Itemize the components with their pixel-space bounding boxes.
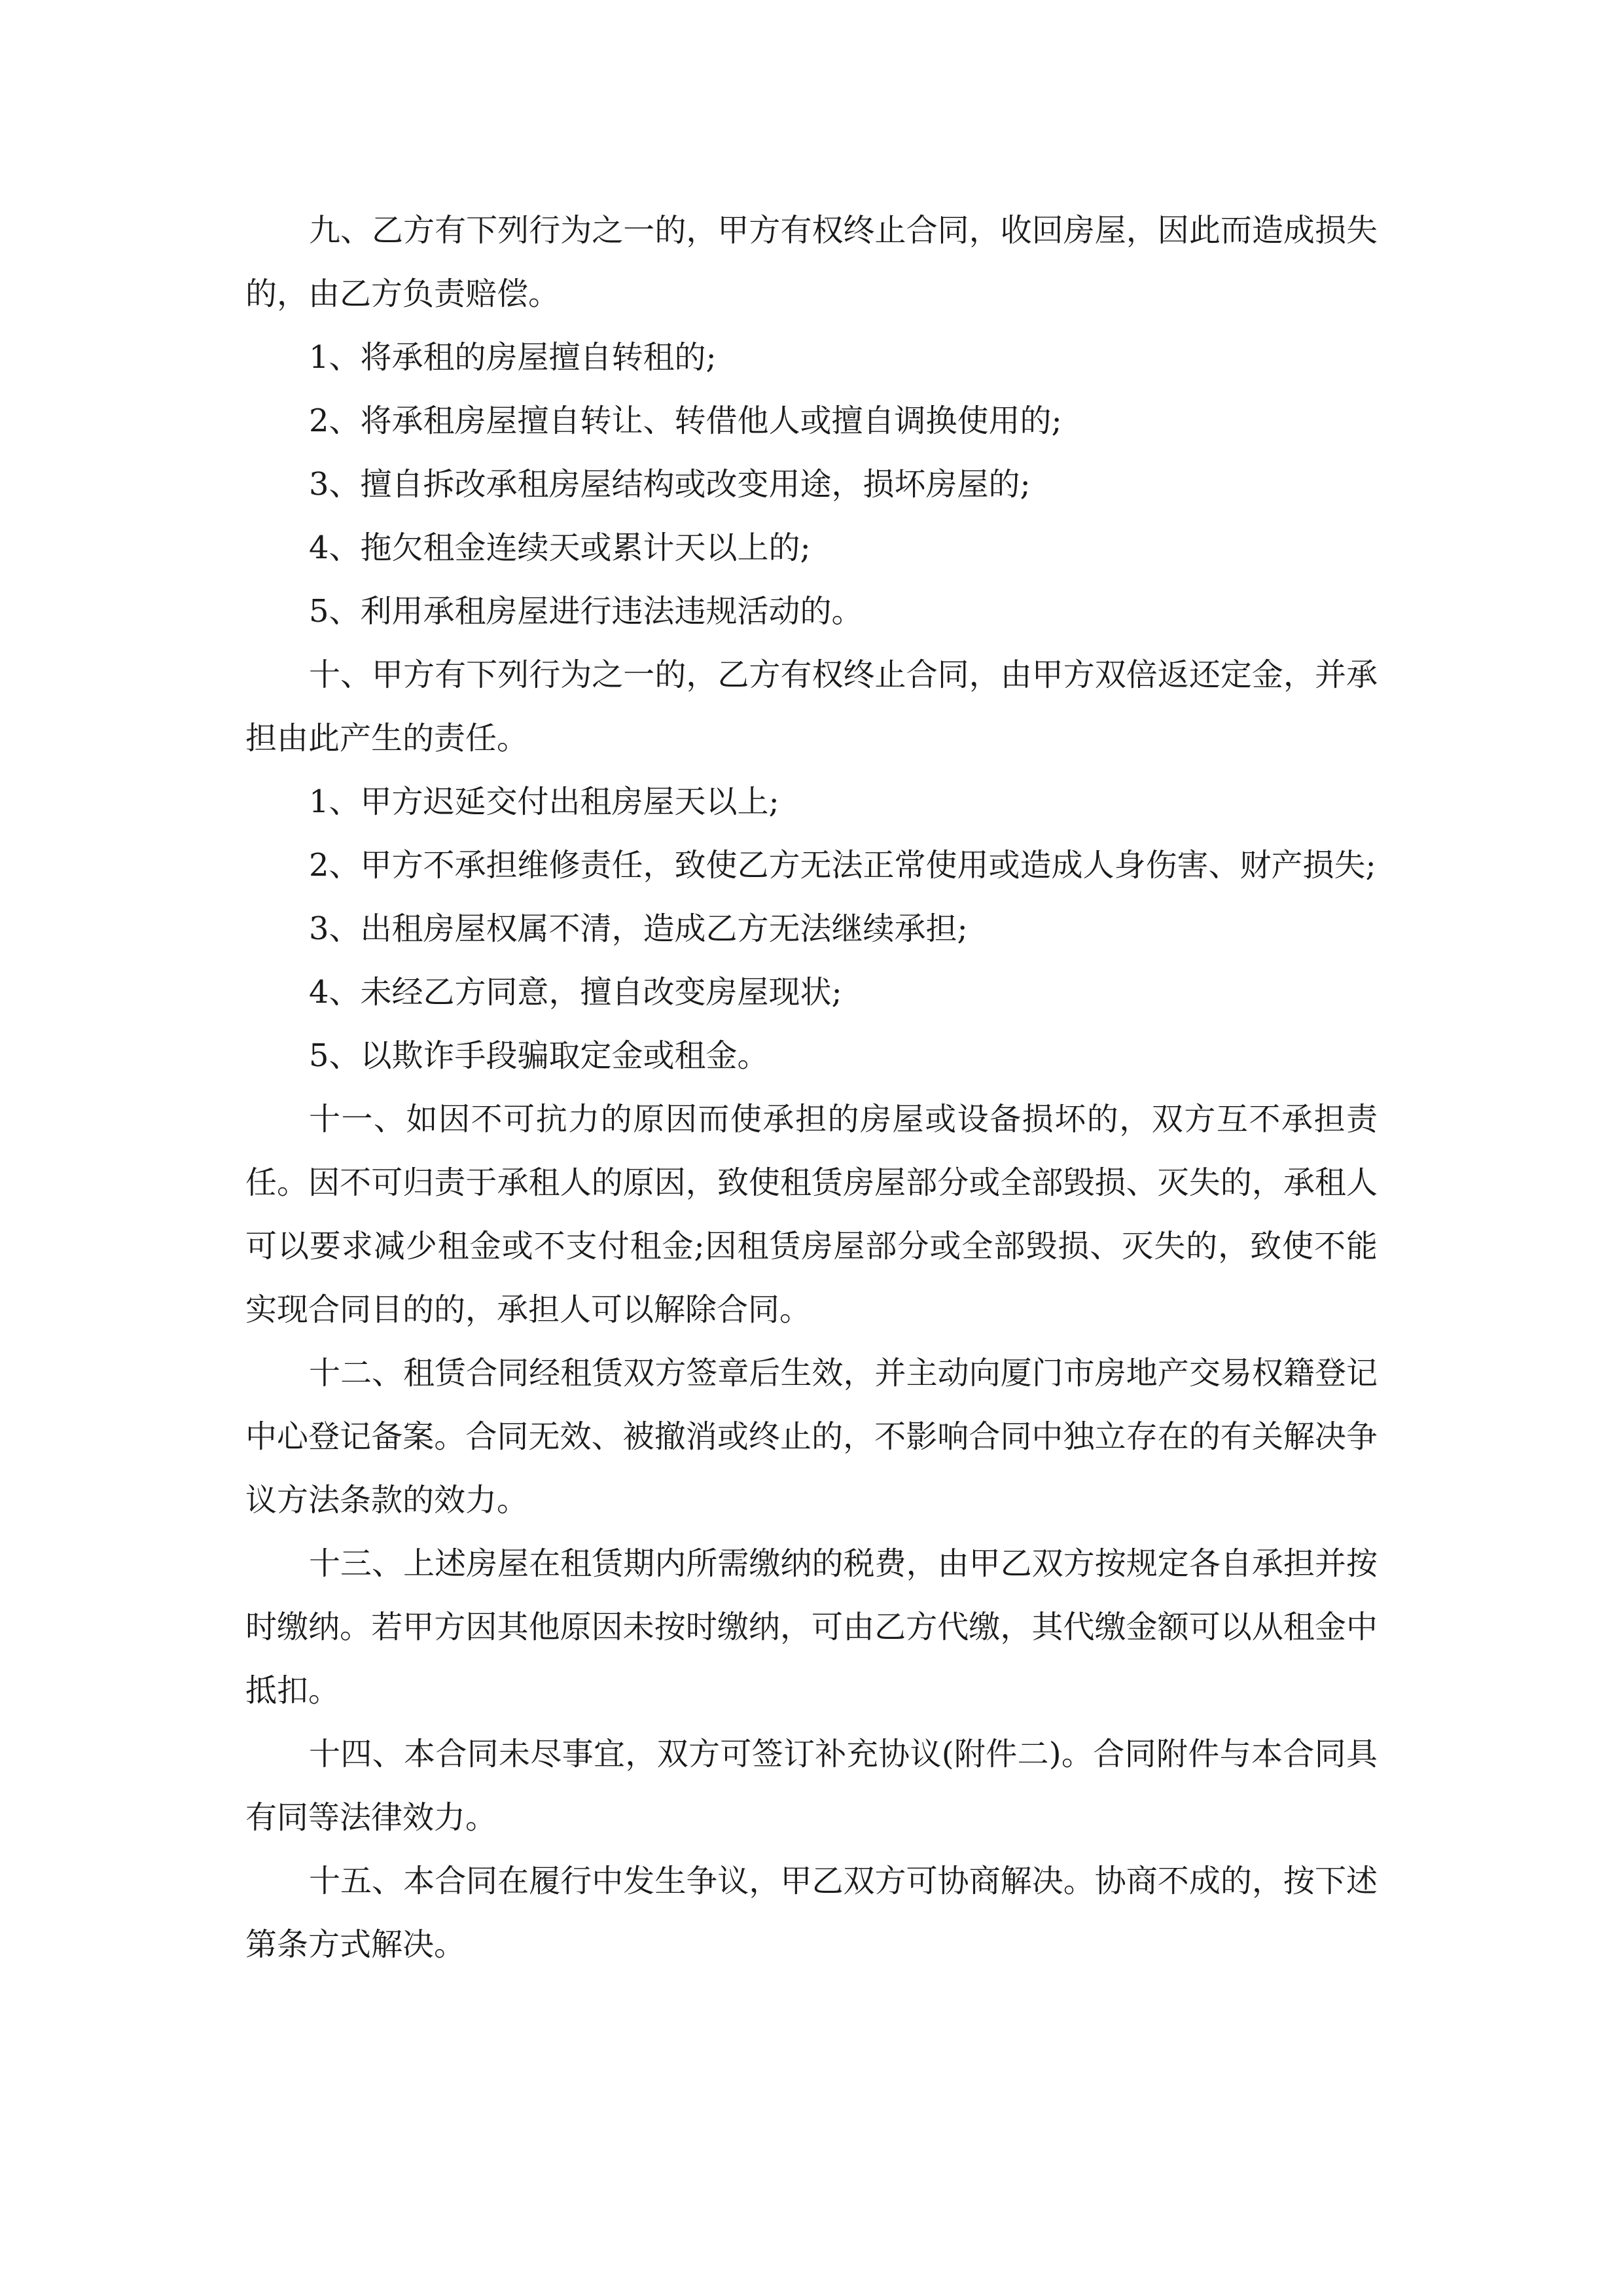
clause-9-item-1: 1、将承租的房屋擅自转租的; [309,339,717,376]
clause-10-item-2: 2、甲方不承担维修责任，致使乙方无法正常使用或造成人身伤害、财产损失; [309,847,1376,884]
clause-10: 十、甲方有下列行为之一的，乙方有权终止合同，由甲方双倍返还定金，并承担由此产生的责任。 [245,656,1378,757]
contract-body [245,199,1378,1977]
clause-9-item-3: 3、擅自拆改承租房屋结构或改变用途，损坏房屋的; [309,466,1031,503]
clause-11: 十一、如因不可抗力的原因而使承担的房屋或设备损坏的，双方互不承担责任。因不可归责于承租人的原因，致使租赁房屋部分或全部毁损、灭失的，承租人可以要求减少租金或不支付租金;因租赁房屋部分或全部毁损、灭失的，致使不能实现合同目的的，承担人可以解除合同。 [245,1101,1378,1328]
clause-10-item-3: 3、出租房屋权属不清，造成乙方无法继续承担; [309,910,968,947]
clause-12: 十二、租赁合同经租赁双方签章后生效，并主动向厦门市房地产交易权籍登记中心登记备案。合同无效、被撤消或终止的，不影响合同中独立存在的有关解决争议方法条款的效力。 [245,1355,1378,1518]
clause-9-item-2: 2、将承租房屋擅自转让、转借他人或擅自调换使用的; [309,403,1062,439]
clause-15: 十五、本合同在履行中发生争议，甲乙双方可协商解决。协商不成的，按下述第条方式解决。 [245,1863,1378,1963]
clause-10-item-5: 5、以欺诈手段骗取定金或租金。 [309,1037,769,1074]
clause-10-item-4: 4、未经乙方同意，擅自改变房屋现状; [309,974,842,1011]
clause-9-item-4: 4、拖欠租金连续天或累计天以上的; [309,529,811,566]
clause-14: 十四、本合同未尽事宜，双方可签订补充协议(附件二)。合同附件与本合同具有同等法律效力。 [245,1736,1378,1836]
clause-9: 九、乙方有下列行为之一的，甲方有权终止合同，收回房屋，因此而造成损失的，由乙方负责赔偿。 [245,212,1378,312]
clause-13: 十三、上述房屋在租赁期内所需缴纳的税费，由甲乙双方按规定各自承担并按时缴纳。若甲方因其他原因未按时缴纳，可由乙方代缴，其代缴金额可以从租金中抵扣。 [245,1545,1378,1709]
clause-9-item-5: 5、利用承租房屋进行违法违规活动的。 [309,593,863,630]
clause-10-item-1: 1、甲方迟延交付出租房屋天以上; [309,783,779,820]
